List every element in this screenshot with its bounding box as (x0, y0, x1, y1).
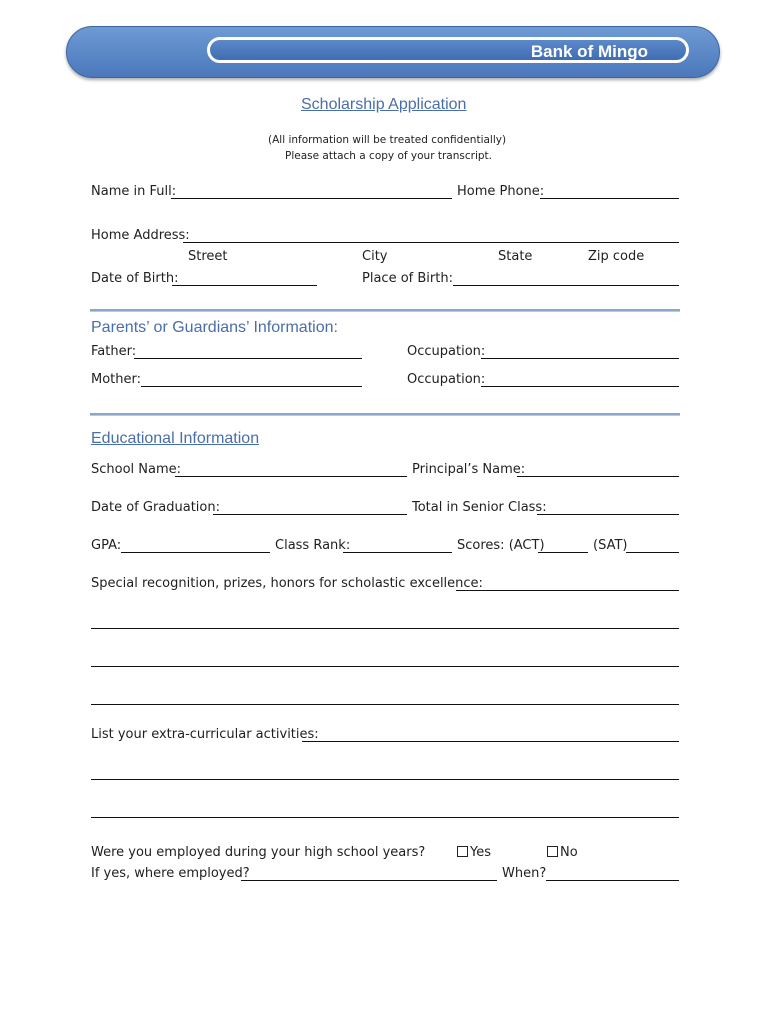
mother-occupation-label: Occupation: (407, 372, 486, 387)
yes-checkbox[interactable] (457, 846, 468, 857)
no-option[interactable] (547, 845, 578, 861)
no-label: No (560, 845, 578, 860)
sat-score-field[interactable] (626, 552, 679, 553)
education-heading: Educational Information (91, 430, 260, 447)
mother-label: Mother: (91, 372, 142, 387)
name-label: Name in Full: (91, 184, 177, 199)
father-occupation-field[interactable] (481, 358, 679, 359)
school-name-label: School Name: (91, 462, 182, 477)
activities-field[interactable] (302, 741, 679, 742)
city-caption: City (362, 249, 388, 264)
principal-name-label: Principal’s Name: (412, 462, 526, 477)
graduation-date-field[interactable] (213, 514, 407, 515)
act-score-field[interactable] (538, 552, 588, 553)
employment-question: Were you employed during your high school years? (91, 845, 426, 860)
dob-field[interactable] (172, 285, 317, 286)
act-score-label: Scores: (ACT) (457, 538, 545, 553)
father-field[interactable] (134, 358, 362, 359)
dob-label: Date of Birth: (91, 271, 179, 286)
principal-name-field[interactable] (517, 476, 679, 477)
school-name-field[interactable] (175, 476, 407, 477)
activities-line[interactable] (91, 817, 679, 818)
parents-heading: Parents’ or Guardians’ Information: (91, 319, 338, 336)
home-phone-label: Home Phone: (457, 184, 545, 199)
employment-when-label: When? (502, 866, 547, 881)
section-divider (90, 309, 680, 312)
employer-field[interactable] (241, 880, 497, 881)
mother-occupation-field[interactable] (481, 386, 679, 387)
section-divider (90, 413, 680, 416)
recognition-line[interactable] (91, 666, 679, 667)
form-title: Scholarship Application (301, 96, 467, 113)
no-checkbox[interactable] (547, 846, 558, 857)
recognition-label: Special recognition, prizes, honors for scholastic excellence: (91, 576, 483, 591)
transcript-note: Please attach a copy of your transcript. (285, 150, 492, 162)
father-label: Father: (91, 344, 137, 359)
state-caption: State (498, 249, 533, 264)
activities-label: List your extra-curricular activities: (91, 727, 319, 742)
employer-label: If yes, where employed? (91, 866, 250, 881)
bank-name: Bank of Mingo (530, 42, 648, 61)
senior-class-label: Total in Senior Class: (412, 500, 547, 515)
banner-inner-bar (207, 37, 689, 63)
home-address-field[interactable] (183, 242, 679, 243)
home-address-label: Home Address: (91, 228, 190, 243)
yes-label: Yes (470, 845, 491, 860)
class-rank-field[interactable] (343, 552, 452, 553)
confidential-note: (All information will be treated confidentially) (268, 134, 507, 146)
pob-field[interactable] (453, 285, 679, 286)
recognition-field[interactable] (456, 590, 679, 591)
yes-option[interactable] (457, 845, 491, 861)
pob-label: Place of Birth: (362, 271, 453, 286)
employment-when-field[interactable] (546, 880, 679, 881)
zip-caption: Zip code (588, 249, 645, 264)
home-phone-field[interactable] (540, 198, 679, 199)
header-banner (66, 26, 720, 78)
father-occupation-label: Occupation: (407, 344, 486, 359)
mother-field[interactable] (141, 386, 362, 387)
class-rank-label: Class Rank: (275, 538, 351, 553)
sat-score-label: (SAT) (593, 538, 628, 553)
gpa-field[interactable] (121, 552, 270, 553)
senior-class-field[interactable] (537, 514, 679, 515)
recognition-line[interactable] (91, 704, 679, 705)
gpa-label: GPA: (91, 538, 122, 553)
activities-line[interactable] (91, 779, 679, 780)
name-field[interactable] (171, 198, 452, 199)
graduation-date-label: Date of Graduation: (91, 500, 220, 515)
street-caption: Street (188, 249, 228, 264)
recognition-line[interactable] (91, 628, 679, 629)
